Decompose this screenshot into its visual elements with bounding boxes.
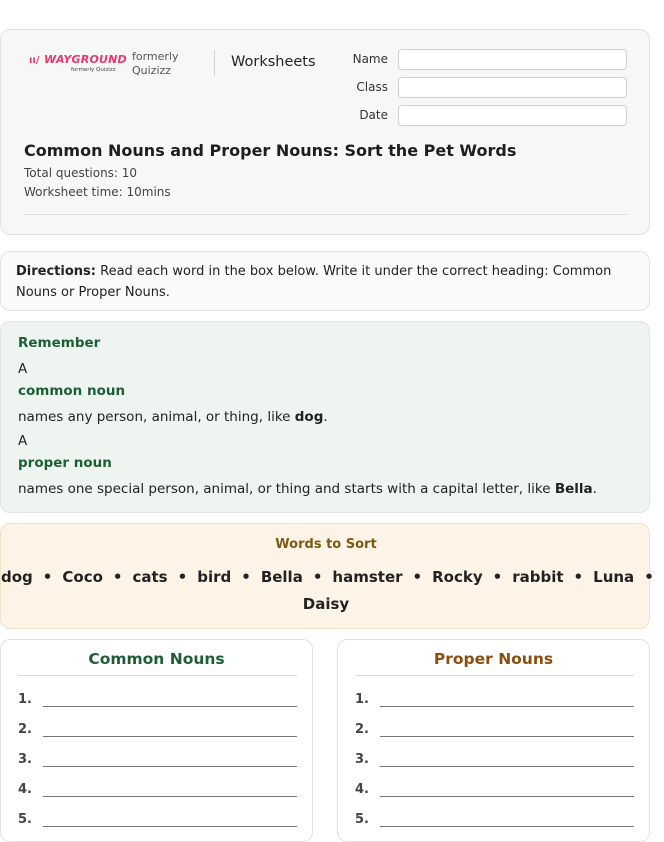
example-dog: dog [294,409,324,425]
bullet-separator: • [492,568,503,586]
term-common-noun: common noun [18,383,126,399]
answer-line[interactable] [43,826,297,827]
answer-line[interactable] [43,766,297,767]
answer-number: 4. [355,782,369,797]
name-field[interactable] [398,49,627,70]
proper-nouns-column [337,639,650,842]
bullet-separator: • [241,568,251,586]
logo-mark-icon: ıı/ [29,55,40,66]
bullet-separator: • [42,568,53,586]
definition-proper-text: names one special person, animal, or thing and starts with a capital letter, like [18,481,555,497]
word-bank-title: Words to Sort [275,537,377,552]
word-bank [0,523,654,629]
word-item: Coco [62,568,103,586]
word-bank-row-2 [1,595,651,613]
answer-line[interactable] [380,796,634,797]
word-item: hamster [332,568,403,586]
word-item: bird [197,568,232,586]
answer-number: 5. [355,812,369,827]
quizizz-line: Quizizz [132,64,172,77]
answer-line[interactable] [380,706,634,707]
answer-number: 1. [18,692,32,707]
word-item: Bella [260,568,303,586]
header-rule [24,214,628,215]
class-label: Class [356,80,388,94]
logo-subtitle: formerly Quizizz [71,67,116,73]
logo-wordmark: WAYGROUND [44,53,127,66]
word-bank-row-1 [1,568,654,586]
period: . [323,409,328,425]
answer-number: 3. [18,752,32,767]
section-label: Worksheets [231,54,316,70]
answer-line[interactable] [380,766,634,767]
answer-number: 4. [18,782,32,797]
definition-proper [18,481,597,497]
answer-line[interactable] [43,706,297,707]
answer-line[interactable] [43,736,297,737]
bullet-separator: • [644,568,654,586]
directions-label: Directions: [16,264,96,279]
bullet-separator: • [177,568,188,586]
answer-line[interactable] [380,826,634,827]
directions-box [0,251,650,311]
common-nouns-heading: Common Nouns [88,650,225,668]
name-label: Name [352,52,388,66]
heading-rule [355,675,634,676]
word-item: Rocky [432,568,483,586]
answer-number: 2. [355,722,369,737]
class-field[interactable] [398,77,627,98]
definition-common-text: names any person, animal, or thing, like [18,409,295,425]
bullet-separator: • [312,568,323,586]
definition-common [18,409,328,425]
word-item: Luna [593,568,635,586]
answer-line[interactable] [380,736,634,737]
remember-heading: Remember [18,335,101,351]
article-a-1: A [18,361,28,377]
bullet-separator: • [573,568,584,586]
bullet-separator: • [412,568,423,586]
answer-number: 2. [18,722,32,737]
directions-body: Read each word in the box below. Write it under the correct heading: Common Nouns or Proper Nouns. [16,264,612,300]
directions-text [16,261,636,303]
wayground-logo [29,53,127,79]
word-item: cats [132,568,168,586]
heading-rule [18,675,297,676]
date-label: Date [359,108,388,122]
header-divider [214,50,215,76]
total-questions: Total questions: 10 [24,166,138,180]
formerly-line: formerly [132,50,179,63]
remember-box [0,321,650,513]
example-bella: Bella [554,481,593,497]
word-item: Daisy [302,595,350,613]
answer-number: 3. [355,752,369,767]
common-nouns-column [0,639,313,842]
date-field[interactable] [398,105,627,126]
formerly-quizizz-note [132,50,179,78]
answer-line[interactable] [43,796,297,797]
worksheet-header [0,29,650,235]
answer-number: 5. [18,812,32,827]
worksheet-title: Common Nouns and Proper Nouns: Sort the Pet Words [24,141,517,160]
word-item: rabbit [512,568,564,586]
period: . [592,481,597,497]
term-proper-noun: proper noun [18,455,112,471]
bullet-separator: • [112,568,123,586]
worksheet-time: Worksheet time: 10mins [24,185,171,199]
article-a-2: A [18,433,28,449]
word-item: dog [1,568,33,586]
proper-nouns-heading: Proper Nouns [433,650,554,668]
answer-number: 1. [355,692,369,707]
